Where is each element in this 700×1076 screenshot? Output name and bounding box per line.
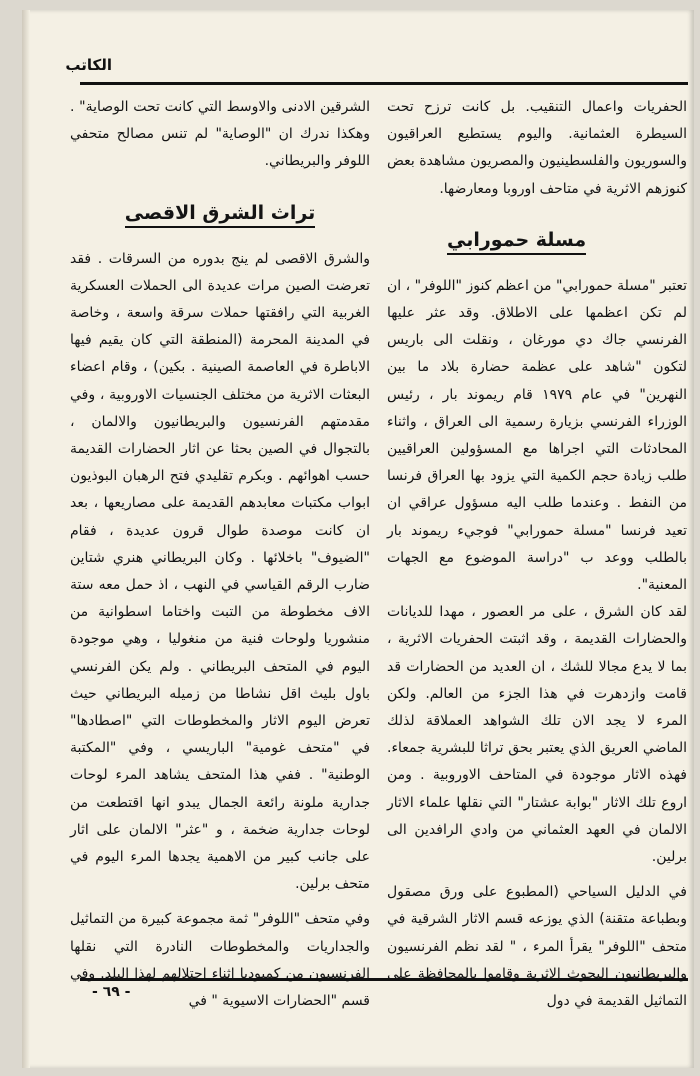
- right-column: [387, 94, 687, 1010]
- paragraph-gap: [387, 871, 687, 879]
- book-page: [22, 10, 694, 1068]
- paragraph-gap: [70, 898, 370, 906]
- right-paragraph-1: الحفريات واعمال التنقيب. بل كانت ترزح تحت السيطرة العثمانية. واليوم يستطيع العراقيون والسوريون والفلسطينيون والمصريون مشاهدة بعض كنوزهم الاثرية في متاحف اوروبا ومعارضها.: [387, 99, 687, 197]
- right-paragraph-4: في الدليل السياحي (المطبوع على ورق مصقول وبطباعة متقنة) الذي يوزعه قسم الاثار الشرقية في متحف "اللوفر" يقرأ المرء ، " لقد نظم الفرنسيون والبريطانيون البحوث الاثرية وقاموا بالمحافظة على التماثيل القديمة في دول: [387, 884, 687, 1010]
- left-paragraph-1: الشرقين الادنى والاوسط التي كانت تحت الوصاية" . وهكذا ندرك ان "الوصاية" لم تنس مصالح متحفي اللوفر والبريطاني.: [70, 99, 370, 170]
- right-paragraph-3: لقد كان الشرق ، على مر العصور ، مهدا للديانات والحضارات القديمة ، وقد اثبتت الحفريات الاثرية ، بما لا يدع مجالا للشك ، ان العديد من الحضارات قد قامت وازدهرت في هذا الجزء من العالم. ولكن المرء لا يجد الان تلك الشواهد العملاقة لذلك الماضي العريق الذي يعتبر بحق تراثا للبشرية جمعاء. فهذه الاثار موجودة في المتاحف الاوروبية . ومن اروع تلك الاثار "بوابة عشتار" التي نقلها علماء الاثار الالمان في العهد العثماني من وادي الرافدين الى برلين.: [387, 604, 687, 866]
- heading-text: تراث الشرق الاقصى: [125, 202, 316, 228]
- page-number: - ٦٩ -: [92, 984, 131, 1000]
- right-paragraph-2: تعتبر "مسلة حمورابي" من اعظم كنوز "اللوفر" ، ان لم تكن اعظمها على الاطلاق. وقد عثر عليها الفرنسي جاك دي مورغان ، ونقلت الى باريس لتكون "شاهد على عظمة حضارة بلاد ما بين النهرين" في عام ١٩٧٩ قام ريموند بار ، رئيس الوزراء الفرنسي بزيارة رسمية الى العراق ، واثناء المحادثات التي اجراها مع المسؤولين العراقيين طلب زيادة حجم الكمية التي يزود بها العراق فرنسا من النفط . وعندما طلب اليه مسؤول عراقي ان تعيد فرنسا "مسلة حمورابي" فوجيء ريموند بار بالطلب ووعد ب "دراسة الموضوع مع الجهات المعنية".: [387, 277, 687, 594]
- section-heading-hammurabi: [387, 227, 687, 253]
- header-rule: [80, 82, 688, 85]
- left-paragraph-3: وفي متحف "اللوفر" ثمة مجموعة كبيرة من التماثيل والجداريات والمخطوطات النادرة التي نقلها الفرنسيون من كمبوديا اثناء احتلالهم لهذا البلد. وفي قسم "الحضارات الاسيوية " في: [70, 911, 370, 1010]
- running-title: الكاتب: [65, 56, 112, 74]
- left-paragraph-2: والشرق الاقصى لم ينج بدوره من السرقات . فقد تعرضت الصين مرات عديدة الى الحملات العسكرية الغربية التي رافقتها حملات سرقة واسعة ، وخاصة في المدينة المحرمة (المنطقة التي كان يقيم فيها الاباطرة في العاصمة الصينية . بكين) ، وقام اعضاء البعثات الاثرية من مختلف الجنسيات الاوروبية ، وفي مقدمتهم الفرنسيون والبريطانيون والالمان ، بالتجوال في الصين بحثا عن اثار الحضارات القديمة حسب اهوائهم . وبكرم تقليدي فتح الرهبان البوذيون ابواب مكتبات معابدهم القديمة على مصاريعها ، بعد ان كانت موصدة طوال قرون عديدة ، فقام "الضيوف" باخلائها . وكان البريطاني هنري شتاين ضارب الرقم القياسي في النهب ، اذ حمل معه ستة الاف مخطوطة من التبت واختاما اسطوانية من منشوريا ولوحات فنية من منغوليا ، وهي موجودة اليوم في المتحف البريطاني . ولم يكن الفرنسي باول بليث اقل نشاطا من زميله البريطاني حيث تعرض اليوم الاثار والمخطوطات التي "اصطادها" في "متحف غومية" الباريسي ، وفي "المكتبة الوطنية" . ففي هذا المتحف يشاهد المرء لوحات جدارية ملونة رائعة الجمال يبدو انها اقتطعت من لوحات جدارية ضخمة ، و "عثر" الالمان على اثار على جانب كبير من الاهمية يجدها المرء اليوم في متحف برلين.: [70, 250, 370, 893]
- page-spine-shadow: [22, 10, 30, 1068]
- heading-text: مسلة حمورابي: [447, 229, 586, 255]
- section-heading-far-east: [70, 200, 370, 226]
- footer-rule: [80, 978, 688, 981]
